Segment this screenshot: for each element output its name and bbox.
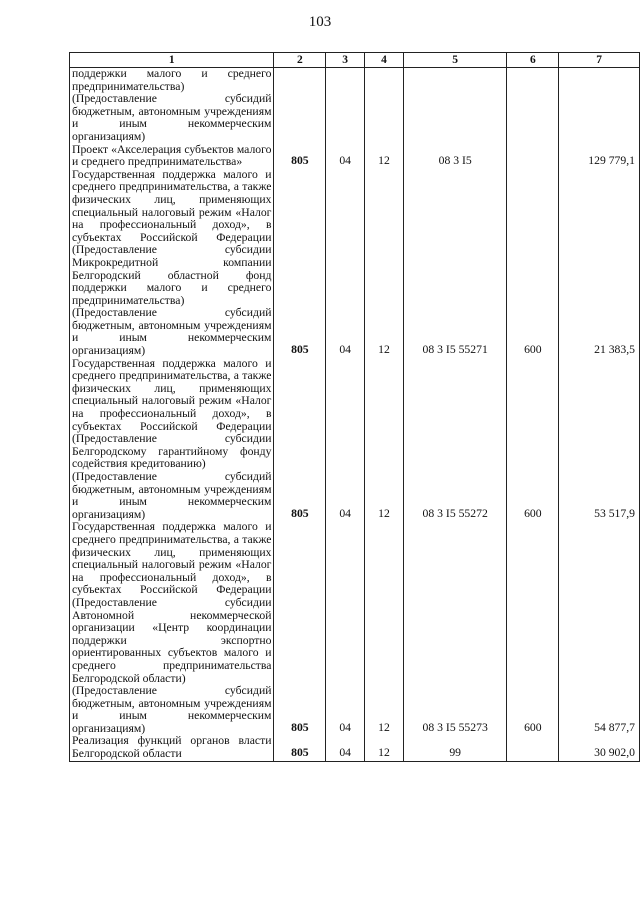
grbs-code: 805 [291, 154, 309, 168]
section-code: 04 [339, 746, 351, 760]
description-fragment: Государственная поддержка малого и среднего предпринимательства, а также физических лиц, применяющих специальный налоговый режим «Налог на профессиональный доход», в субъектах Российской Федерации (Предоставление субсидии Белгородскому гарантийному фонду содействия кредитованию) [72, 356, 272, 471]
page-number: 103 [308, 14, 332, 30]
description-fragment: (Предоставление субсидий бюджетным, автономным учреждениям и иным некоммерческим организациям) [72, 470, 272, 521]
row-description [70, 169, 274, 358]
subsection-code: 12 [378, 746, 390, 760]
table-row [70, 735, 640, 761]
description-fragment: Государственная поддержка малого и среднего предпринимательства, а также физических лиц, применяющих специальный налоговый режим «Налог на профессиональный доход», в субъектах Российской Федерации (Предоставление субсидии Автономной некоммерческой организации «Центр координации поддержки экспортно ориентированных субъектов малого и среднего предпринимательства Белгородской области) [72, 520, 272, 685]
description-fragment: (Предоставление субсидий бюджетным, автономным учреждениям и иным некоммерческим организациям) [72, 92, 272, 143]
row-description [70, 68, 274, 169]
target-article-code: 99 [449, 746, 462, 760]
column-header-7: 7 [559, 53, 640, 68]
grbs-code: 805 [291, 746, 309, 760]
description-fragment: (Предоставление субсидий бюджетным, автономным учреждениям и иным некоммерческим организациям) [72, 306, 272, 358]
expense-type-code: 600 [524, 506, 542, 520]
section-code: 04 [339, 154, 351, 168]
column-header-2: 2 [274, 53, 326, 68]
grbs-code: 805 [291, 343, 309, 357]
amount: 21 383,5 [594, 343, 635, 357]
column-header-5: 5 [403, 53, 507, 68]
target-article-code: 08 3 I5 55272 [422, 506, 488, 520]
column-header-1: 1 [70, 53, 274, 68]
expense-type-code [507, 760, 558, 761]
subsection-code: 12 [378, 154, 390, 168]
amount: 53 517,9 [594, 506, 635, 520]
grbs-code: 805 [291, 720, 309, 734]
amount: 129 779,1 [588, 154, 635, 168]
budget-table [69, 52, 640, 762]
subsection-code: 12 [378, 506, 390, 520]
amount: 30 902,0 [594, 746, 635, 760]
column-header-6: 6 [507, 53, 559, 68]
row-description [70, 735, 274, 761]
description-fragment: (Предоставление субсидий бюджетным, автономным учреждениям и иным некоммерческим организациям) [72, 684, 272, 735]
column-header-4: 4 [365, 53, 404, 68]
expense-type-code: 600 [524, 720, 542, 734]
section-code: 04 [339, 343, 351, 357]
header-row [70, 53, 640, 68]
target-article-code: 08 3 I5 [438, 154, 472, 168]
row-description [70, 358, 274, 522]
expense-type-code: 600 [524, 343, 542, 357]
table-row [70, 68, 640, 169]
section-code: 04 [339, 506, 351, 520]
table-row [70, 169, 640, 358]
amount: 54 877,7 [594, 720, 635, 734]
section-code: 04 [339, 720, 351, 734]
description-fragment: Государственная поддержка малого и среднего предпринимательства, а также физических лиц, применяющих специальный налоговый режим «Налог на профессиональный доход», в субъектах Российской Федерации (Предоставление субсидии Микрокредитной компании Белгородский областной фонд поддержки малого и среднего предпринимательства) [72, 167, 272, 307]
table-row [70, 358, 640, 522]
description-fragment: Реализация функций органов власти Белгородской области [72, 734, 272, 761]
description-fragment: поддержки малого и среднего предпринимательства) [72, 67, 272, 93]
grbs-code: 805 [291, 506, 309, 520]
table-row [70, 521, 640, 735]
subsection-code: 12 [378, 343, 390, 357]
subsection-code: 12 [378, 720, 390, 734]
row-description [70, 521, 274, 735]
target-article-code: 08 3 I5 55273 [422, 720, 488, 734]
target-article-code: 08 3 I5 55271 [422, 343, 488, 357]
column-header-3: 3 [326, 53, 365, 68]
description-fragment: Проект «Акселерация субъектов малого и среднего предпринимательства» [72, 142, 272, 169]
